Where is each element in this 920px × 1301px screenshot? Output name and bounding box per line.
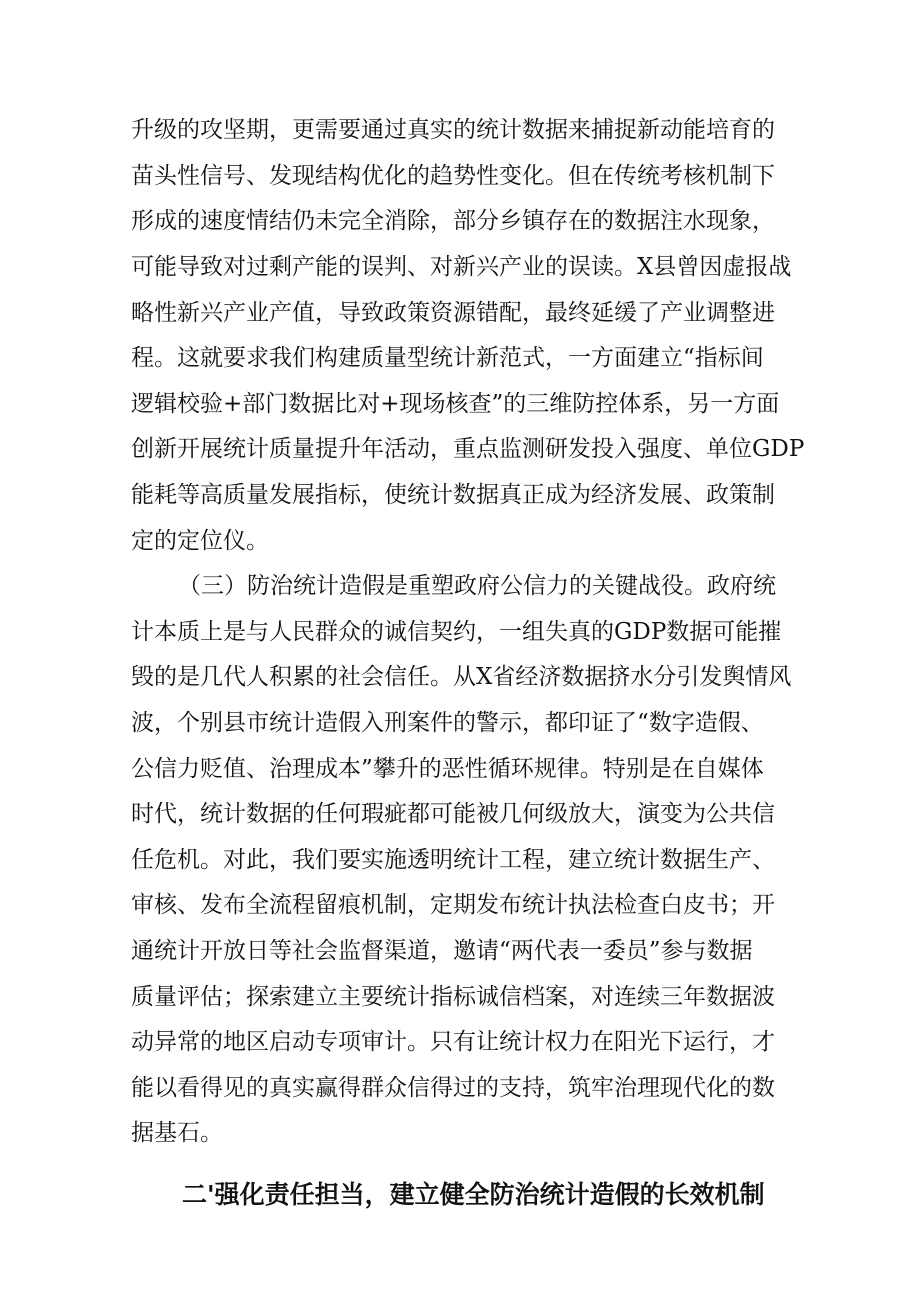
text-line: 升级的攻坚期，更需要通过真实的统计数据来捕捉新动能培育的 (131, 117, 775, 143)
text-line: 据基石。 (131, 1120, 223, 1146)
text-line: 逻辑校验+部门数据比对+现场核查”的三维防控体系，另一方面 (131, 391, 780, 417)
text-line: 时代，统计数据的任何瑕疵都可能被几何级放大，演变为公共信 (131, 801, 775, 827)
text-line: 质量评估；探索建立主要统计指标诚信档案，对连续三年数据波 (131, 984, 775, 1010)
text-line: 审核、发布全流程留痕机制，定期发布统计执法检查白皮书；开 (131, 892, 775, 918)
text-line: 程。这就要求我们构建质量型统计新范式，一方面建立“指标间 (131, 345, 764, 371)
text-line: 计本质上是与人民群众的诚信契约，一组失真的GDP数据可能摧 (131, 619, 782, 645)
text-line: （三）防治统计造假是重塑政府公信力的关键战役。政府统 (178, 573, 776, 599)
text-line: 毁的是几代人积累的社会信任。从X省经济数据挤水分引发舆情风 (131, 664, 792, 690)
text-line: 能以看得见的真实赢得群众信得过的支持，筑牢治理现代化的数 (131, 1075, 775, 1101)
text-line: 任危机。对此，我们要实施透明统计工程，建立统计数据生产、 (131, 847, 775, 873)
text-line: 可能导致对过剩产能的误判、对新兴产业的误读。X县曾因虚报战 (131, 254, 792, 280)
section-heading: 二'强化责任担当，建立健全防治统计造假的长效机制 (182, 1180, 765, 1209)
text-line: 公信力贬值、治理成本”攀升的恶性循环规律。特别是在自媒体 (131, 756, 764, 782)
text-line: 苗头性信号、发现结构优化的趋势性变化。但在传统考核机制下 (131, 163, 775, 189)
text-line: 动异常的地区启动专项审计。只有让统计权力在阳光下运行，才 (131, 1029, 775, 1055)
text-line: 定的定位仪。 (131, 528, 269, 554)
text-line: 通统计开放日等社会监督渠道，邀请“两代表一委员”参与数据 (131, 938, 753, 964)
text-line: 能耗等高质量发展指标，使统计数据真正成为经济发展、政策制 (131, 482, 775, 508)
text-line: 略性新兴产业产值，导致政策资源错配，最终延缓了产业调整进 (131, 300, 775, 326)
text-line: 波，个别县市统计造假入刑案件的警示，都印证了“数字造假、 (131, 710, 764, 736)
text-line: 形成的速度情结仍未完全消除，部分乡镇存在的数据注水现象， (131, 208, 775, 234)
text-line: 创新开展统计质量提升年活动，重点监测研发投入强度、单位GDP (131, 436, 805, 462)
